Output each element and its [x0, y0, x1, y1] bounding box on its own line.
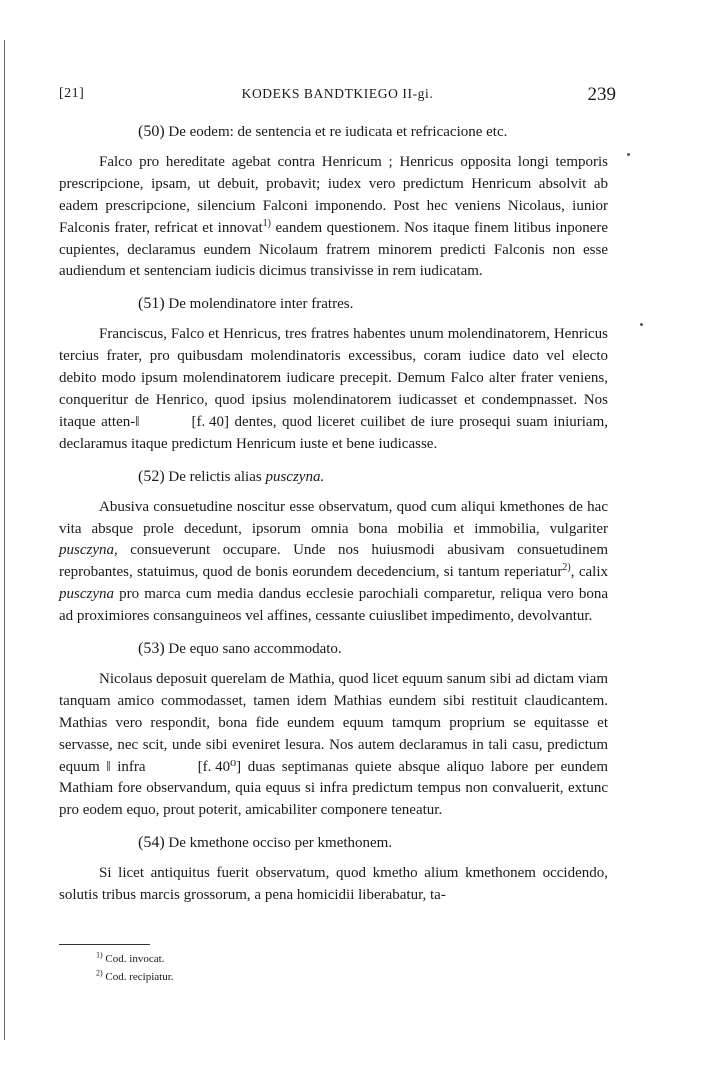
section-title: [59, 293, 608, 316]
footnote-ref: 2): [562, 562, 571, 574]
section-54: [59, 832, 608, 907]
text-run: Falco pro hereditate agebat contra Henricum ; Henricus opposita longi temporis prescripcione, ipsam, ut debuit, probavit; iudex vero predictum Henricum absolvit ab eadem prescripcione, silencium Falconi imponendo. Post hec veniens Nicolaus, iunior Falconis frater, refricat et innovat: [59, 153, 608, 236]
scan-speck: [627, 153, 630, 156]
section-heading-italic: pusczyna.: [265, 468, 325, 485]
section-title: [59, 638, 608, 661]
section-heading: De molendinatore inter fratres.: [168, 296, 354, 313]
italic-term: pusczyna,: [59, 542, 118, 559]
section-paragraph: [59, 497, 608, 628]
footnotes: [96, 950, 174, 986]
footnote-text: Cod. recipiatur.: [105, 971, 174, 983]
text-run: eandem questionem. Nos itaque finem litibus inponere cupientes, declaramus eundem Nicolaum fratrem minorem predicti Falconis non esse audiendum et sentenciam iudicis dicimus transivisse in rem iudicatam.: [59, 219, 608, 280]
page-edge-line: [4, 40, 5, 1040]
page-number: 239: [587, 84, 616, 105]
footnote-ref: 1): [262, 217, 271, 229]
section-number: (53): [138, 640, 165, 658]
scan-speck: [640, 323, 643, 326]
section-number: (52): [138, 467, 165, 485]
folio-margin-note: [f. 40⁰]: [197, 758, 242, 775]
footnote-mark: 2): [96, 968, 103, 978]
section-paragraph: [59, 669, 608, 822]
header-title: KODEKS BANDTKIEGO II-gi.: [241, 86, 434, 101]
text-run: Abusiva consuetudine noscitur esse observatum, quod cum aliqui kmethones de hac vita absque prole decedunt, ipsorum omnia bona mobilia et immobilia, vulgariter: [59, 498, 608, 537]
section-title: [59, 832, 608, 855]
section-heading: De eodem: de sentencia et re iudicata et refricacione etc.: [168, 124, 508, 140]
section-52: [59, 466, 608, 628]
text-run: Nicolaus deposuit querelam de Mathia, quod licet equum sanum sibi ad dictam viam tanquam amico commodasset, tamen idem Mathias eundem sibi restituit claudicantem. Mathias vero respondit, bona fide eundem equum tamqum proprium se equitasse et servasse, nec scit, unde sibi eveniret lesura. Nos autem declaramus in tali casu, predictum equum ‖ infra: [59, 670, 608, 775]
section-paragraph: [59, 152, 608, 283]
text-run: pro marca cum media dandus ecclesie parochiali comparetur, reliqua vero bona ad proximiores consanguineos vel affines, cessante cuiuslibet impedimento, devolvantur.: [59, 586, 608, 625]
section-number: (54): [138, 834, 165, 852]
header-section-ref: [21]: [59, 86, 85, 101]
text-run: , calix: [570, 564, 608, 581]
text-run: consueverunt occupare. Unde nos huiusmodi abusivam consuetudinem reprobantes, statuimus, quod de bonis eorundem decedencium, si tantum reperiatur: [59, 542, 608, 581]
text-run: duas septimanas quiete absque aliquo labore per eundem Mathiam fore observandum, quia equus si infra predictum tempus non convaluerit, extunc pro eodem equo, prout poterit, amicabiliter componere teneatur.: [59, 758, 608, 819]
section-50: [59, 121, 608, 283]
text-run: Franciscus, Falco et Henricus, tres fratres habentes unum molendinatorem, Henricus tercius frater, pro quibusdam molendinatoris excessibus, coram iudice dato vel electo debito modo ipsum molendinatorem iudicare precepit. Demum Falco alter frater veniens, conqueritur de Henrico, quod ipsius molendinatorem iudicasset et condempnasset. Nos itaque atten-‖: [59, 326, 608, 430]
section-heading: De equo sano accommodato.: [168, 641, 342, 658]
text-run: Si licet antiquitus fuerit observatum, quod kmetho alium kmethonem occidendo, solutis tribus marcis grossorum, a pena homicidii liberabatur, ta-: [59, 865, 608, 904]
section-53: [59, 638, 608, 822]
italic-term: pusczyna: [59, 586, 114, 603]
footnote-mark: 1): [96, 950, 103, 960]
footnote: [96, 950, 174, 968]
section-heading: De kmethone occiso per kmethonem.: [168, 835, 393, 852]
footnote-rule: [59, 944, 150, 945]
section-number: (51): [138, 295, 165, 313]
section-title: [59, 121, 608, 144]
footnote: [96, 968, 174, 986]
text-run: dentes, quod liceret cuilibet de iure prosequi suam iniuriam, declaramus itaque predictum Henricum iuste et bene iudicasse.: [59, 413, 608, 452]
section-title: [59, 466, 608, 489]
section-number: (50): [138, 123, 165, 140]
folio-margin-note: [f. 40]: [191, 413, 229, 430]
running-header: [59, 84, 616, 108]
section-51: [59, 293, 608, 455]
footnote-text: Cod. invocat.: [105, 953, 165, 965]
section-heading: De relictis alias: [168, 468, 262, 485]
section-paragraph: [59, 863, 608, 907]
section-paragraph: [59, 324, 608, 455]
page-body: [59, 121, 608, 907]
